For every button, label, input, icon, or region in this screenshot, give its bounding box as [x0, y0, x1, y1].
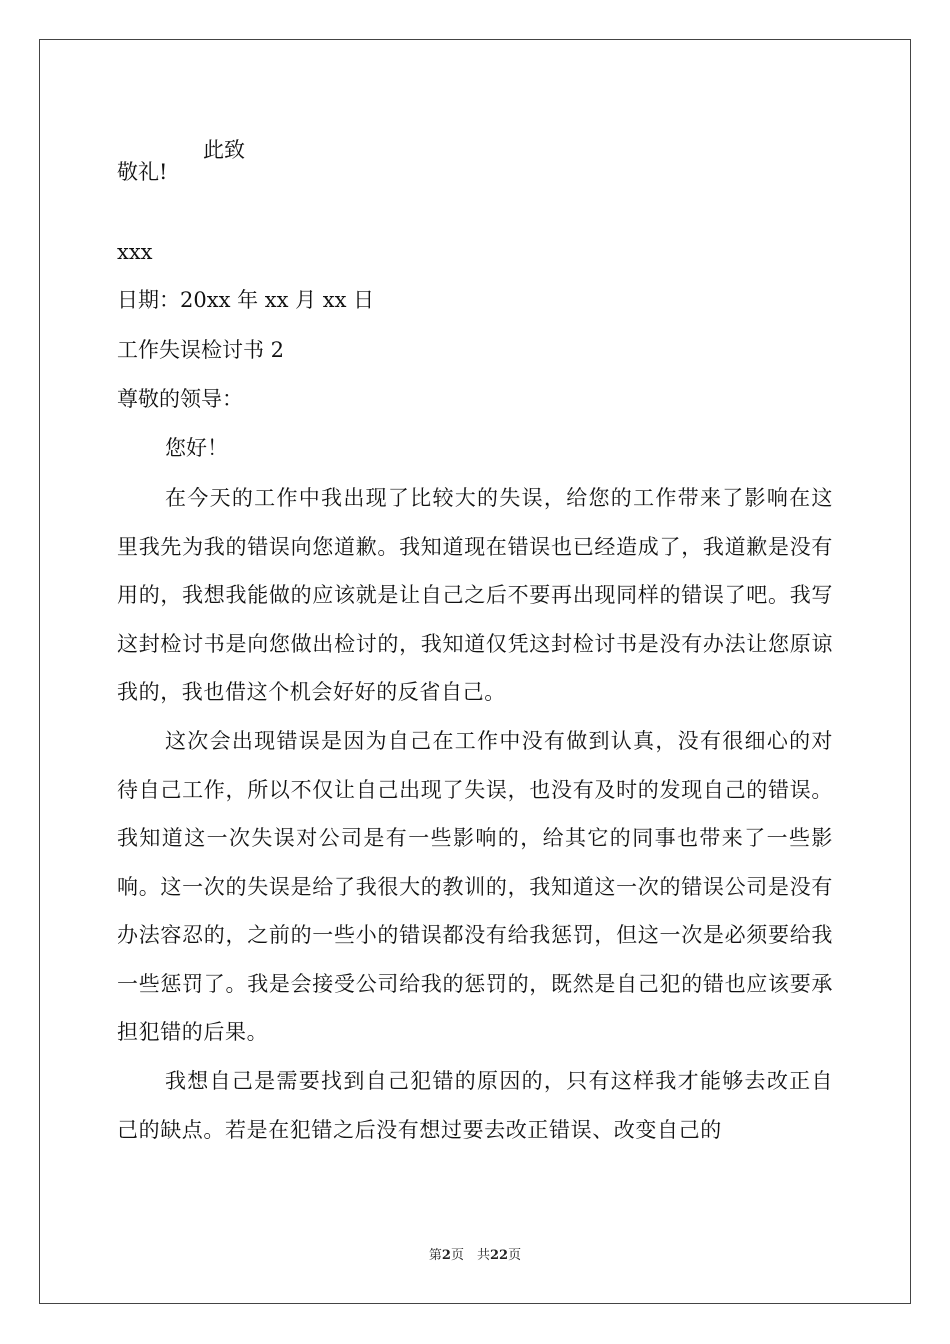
salute-line: 敬礼!	[117, 160, 168, 184]
footer-suffix: 页	[508, 1248, 522, 1263]
addressee-line: 尊敬的领导：	[117, 387, 243, 411]
closing-line: 此致	[203, 138, 245, 162]
letter-heading: 工作失误检讨书 2	[117, 338, 285, 362]
body-paragraph: 在今天的工作中我出现了比较大的失误，给您的工作带来了影响在这里我先为我的错误向您道歉。我知道现在错误也已经造成了，我道歉是没有用的，我想我能做的应该就是让自己之后不要再出现同样的错误了吧。我写这封检讨书是向您做出检讨的，我知道仅凭这封检讨书是没有办法让您原谅我的，我也借这个机会好好的反省自己。	[117, 486, 833, 704]
current-page-number: 2	[441, 1248, 451, 1263]
signature-line: xxx	[117, 240, 153, 264]
footer-mid: 页 共	[450, 1248, 490, 1263]
footer-prefix: 第	[428, 1248, 442, 1263]
body-paragraph: 这次会出现错误是因为自己在工作中没有做到认真，没有很细心的对待自己工作，所以不仅让自己出现了失误，也没有及时的发现自己的错误。我知道这一次失误对公司是有一些影响的，给其它的同事也带来了一些影响。这一次的失误是给了我很大的教训的，我知道这一次的错误公司是没有办法容忍的，之前的一些小的错误都没有给我惩罚，但这一次是必须要给我一些惩罚了。我是会接受公司给我的惩罚的，既然是自己犯的错也应该要承担犯错的后果。	[117, 729, 833, 1044]
total-page-count: 22	[489, 1248, 509, 1263]
greeting-line: 您好！	[165, 436, 228, 460]
body-paragraph: 我想自己是需要找到自己犯错的原因的，只有这样我才能够去改正自己的缺点。若是在犯错之后没有想过要去改正错误、改变自己的	[117, 1069, 833, 1142]
page-footer	[0, 1248, 950, 1264]
date-line: 日期：20xx 年 xx 月 xx 日	[117, 288, 375, 312]
